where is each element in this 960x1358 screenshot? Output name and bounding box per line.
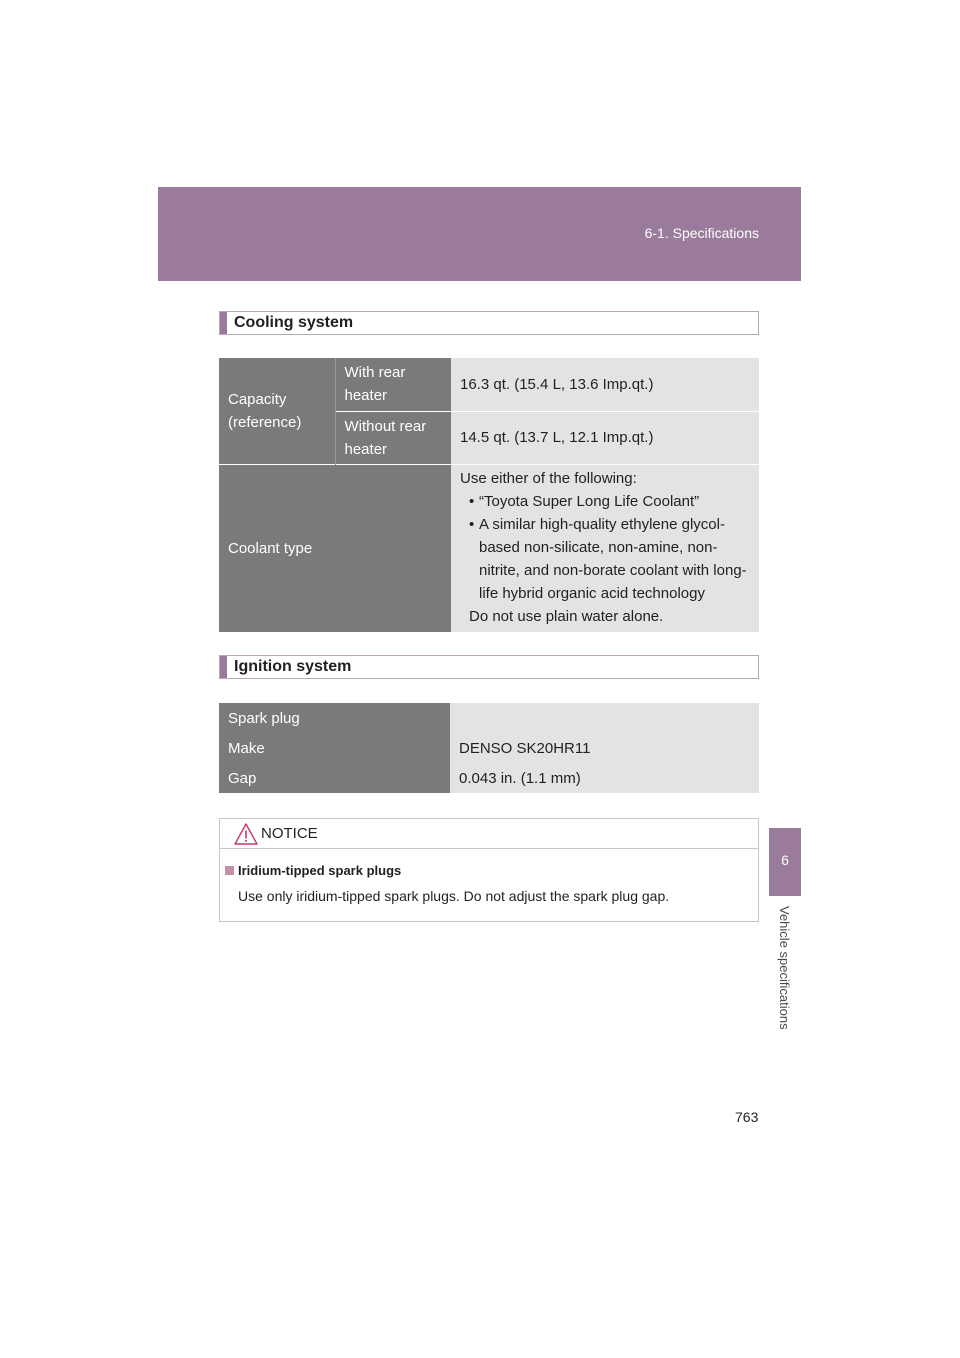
table-row	[219, 464, 759, 632]
ignition-table	[219, 703, 759, 793]
notice-body: Use only iridium-tipped spark plugs. Do not adjust the spark plug gap.	[238, 888, 670, 904]
table-row	[219, 763, 759, 793]
coolant-type-label: Coolant type	[219, 464, 451, 632]
cooling-table	[219, 358, 759, 632]
notice-item-title	[225, 863, 401, 878]
capacity-value: 16.3 qt. (15.4 L, 13.6 Imp.qt.)	[451, 358, 759, 411]
coolant-options	[460, 490, 750, 605]
section-title: 6-1. Specifications	[644, 225, 759, 241]
spark-plug-label: Spark plug	[219, 703, 450, 733]
list-item: • A similar high-quality ethylene glycol-based non-silicate, non-amine, non-nitrite, and non-borate coolant with long-life hybrid organic acid technology	[460, 513, 750, 605]
spark-plug-value	[450, 703, 759, 733]
table-row	[219, 733, 759, 763]
warning-triangle-icon	[234, 823, 258, 845]
coolant-type-value	[451, 464, 759, 632]
cooling-section-title	[219, 311, 759, 335]
list-item: • “Toyota Super Long Life Coolant”	[460, 490, 750, 513]
notice-header	[220, 819, 758, 849]
chapter-number: 6	[781, 852, 789, 868]
coolant-note: Do not use plain water alone.	[469, 607, 664, 625]
gap-label: Gap	[219, 763, 450, 793]
capacity-value: 14.5 qt. (13.7 L, 12.1 Imp.qt.)	[451, 411, 759, 464]
cooling-title-text: Cooling system	[234, 314, 354, 331]
table-row	[219, 358, 759, 411]
ignition-title-text: Ignition system	[234, 658, 352, 675]
ignition-section-title	[219, 655, 759, 679]
capacity-sub-label: With rear heater	[335, 358, 451, 411]
gap-value: 0.043 in. (1.1 mm)	[450, 763, 759, 793]
notice-box	[219, 818, 759, 922]
chapter-tab	[769, 828, 801, 896]
chapter-label-text: Vehicle specifications	[777, 906, 792, 1030]
chapter-label	[770, 906, 800, 1046]
header-band	[158, 187, 801, 281]
coolant-intro: Use either of the following:	[460, 469, 637, 487]
make-label: Make	[219, 733, 450, 763]
square-bullet-icon	[225, 866, 234, 875]
table-row	[219, 703, 759, 733]
notice-item-text: Iridium-tipped spark plugs	[238, 863, 402, 878]
capacity-sub-label: Without rear heater	[335, 411, 451, 464]
notice-title: NOTICE	[261, 825, 318, 842]
capacity-label: Capacity (reference)	[219, 358, 335, 464]
page-number: 763	[735, 1109, 759, 1125]
make-value: DENSO SK20HR11	[450, 733, 759, 763]
